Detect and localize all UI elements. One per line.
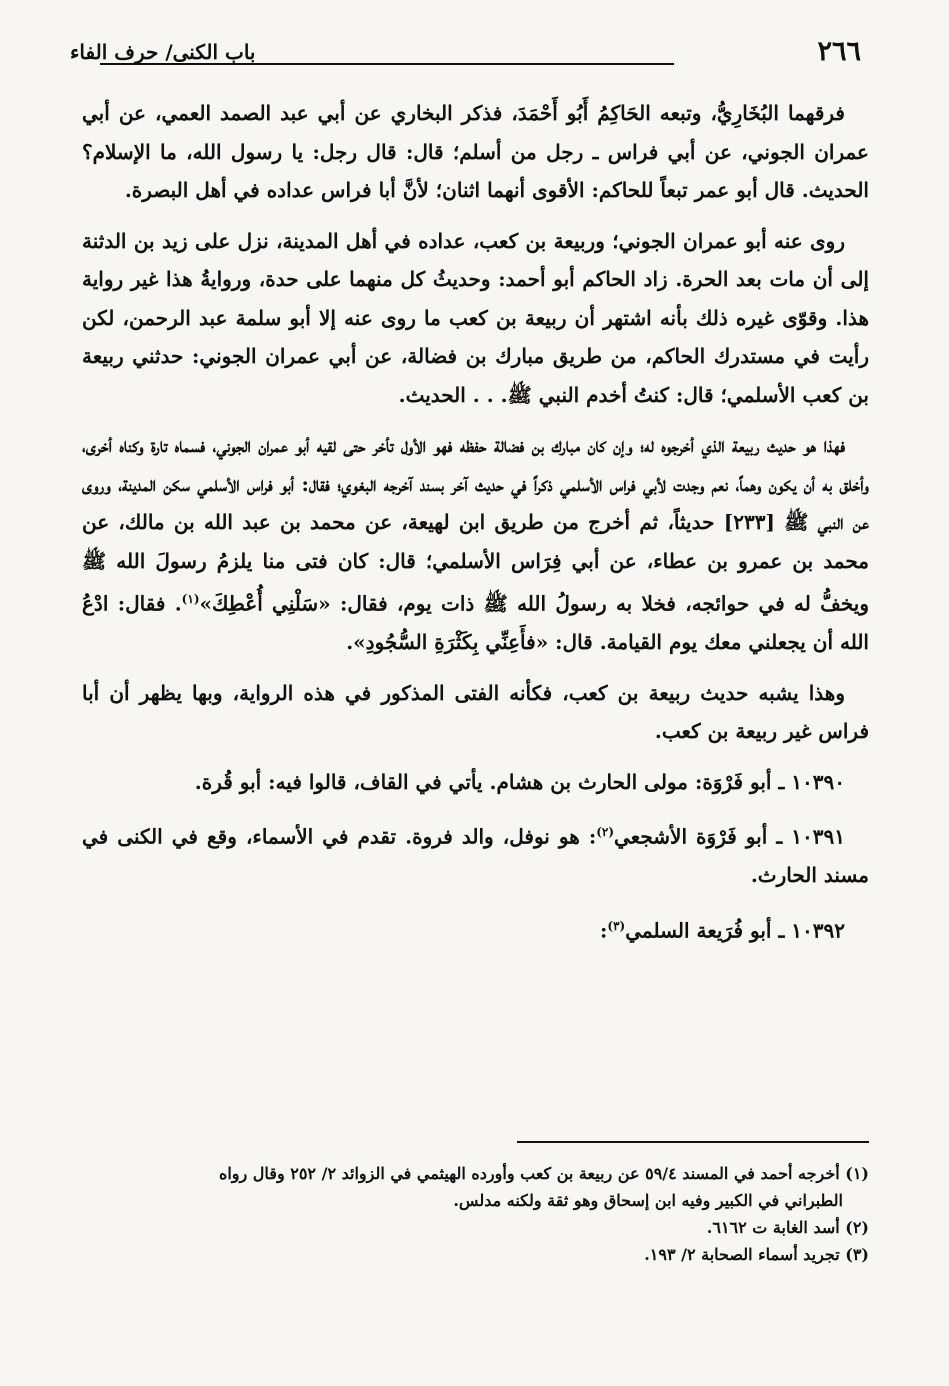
entry-10392: [82, 907, 869, 950]
paragraph-3-text-b: . فقال: ادْعُ الله أن يجعلني معك يوم القيامة. قال: «فأَعِنِّي بِكَثْرَةِ السُّجُودِ».: [82, 591, 869, 655]
footnote-ref-1: (١): [181, 592, 200, 606]
paragraph-1: فرقهما البُخَارِيُّ، وتبعه الحَاكِمُ أَبُو أَحْمَدَ، فذكر البخاري عن أبي عبد الصمد العمي، عن أبي عمران الجوني، عن أبي فراس ـ رجل من أسلم؛ قال: قال رجل: يا رسول الله، ما الإسلام؟ الحديث. قال أبو عمر تبعاً للحاكم: الأقوى أنهما اثنان؛ لأنَّ أبا فراس عداده في أهل البصرة.: [82, 101, 869, 202]
footnote-3: (٣) تجريد أسماء الصحابة ٢/ ١٩٣.: [644, 1245, 869, 1264]
entry-10391: [82, 813, 869, 895]
entry-text: : هو نوفل، والد فروة. تقدم في الأسماء، وقع في الكنى في مسند الحارث.: [82, 824, 869, 888]
page-number: ٢٦٦: [817, 36, 861, 67]
footnote-ref-3: (٣): [607, 918, 626, 933]
entry-number: ١٠٣٩٠ ـ: [778, 769, 845, 794]
entry-text: مولى الحارث بن هشام. يأتي في القاف، قالوا فيه: أبو قُرة.: [194, 769, 688, 794]
entry-number: ١٠٣٩١ ـ: [776, 824, 846, 849]
main-text: [82, 94, 869, 962]
running-title: باب الكنى/ حرف الفاء: [70, 40, 256, 64]
entry-name: أبو فُرَيعة السلمي: [625, 918, 772, 943]
paragraph-3: [82, 426, 869, 662]
footnote-2: (٢) أسد الغابة ت ٦١٦٢.: [706, 1218, 869, 1237]
entry-number: ١٠٣٩٢ ـ: [778, 918, 845, 943]
footnote-1-line-1: (١) أخرجه أحمد في المسند ٥٩/٤ عن ربيعة بن كعب وأورده الهيثمي في الزوائد ٢/ ٢٥٢ وقال رواه: [218, 1164, 869, 1183]
paragraph-4: وهذا يشبه حديث ربيعة بن كعب، فكأنه الفتى المذكور في هذه الرواية، وبها يظهر أن أبا فراس غير ربيعة بن كعب.: [82, 680, 869, 744]
paragraph-2: روى عنه أبو عمران الجوني؛ وربيعة بن كعب، عداده في أهل المدينة، نزل على زيد بن الدثنة إلى أن مات بعد الحرة. زاد الحاكم أبو أحمد: وحديثُ كل منهما على حدة، وروايةُ هذا غير رواية هذا. وقوّى غيره ذلك بأنه اشتهر أن ربيعة بن كعب ما روى عنه إلا أبو سلمة عبد الرحمن، لكن رأيت في مستدرك الحاكم، من طريق مبارك بن فضالة، عن أبي عمران الجوني: حدثني ربيعة بن كعب الأسلمي؛ قال: كنتُ أخدم النبي ﷺ. . . الحديث.: [82, 228, 869, 407]
entry-10390: [82, 763, 869, 802]
entry-text: :: [600, 918, 608, 943]
footnote-1-line-2: الطبراني في الكبير وفيه ابن إسحاق وهو ثقة ولكنه مدلس.: [453, 1191, 843, 1210]
footnote-ref-2: (٢): [596, 825, 615, 840]
paragraph-3-text-a: فهذا هو حديث ربيعة الذي أخرجوه له؛ وإن كان مبارك بن فضالة حفظه فهو الأول تأخر حتى لقيه أبو عمران الجوني، فسماه تارة وكناه أخرى، وأخلق به أن يكون وهماً، نعم وجدت لأبي فراس الأسلمي ذكراً في حديث آخر بسند آخرجه البغوي؛ فقال: أبو فراس الأسلمي سكن المدينة، وروى عن النبي ﷺ [٢٣٣] حديثاً، ثم أخرج من طريق ابن لهيعة، عن محمد بن عبد الله بن مالك، عن محمد بن عمرو بن عطاء، عن أبي فِرَاس الأسلمي؛ قال: كان فتى منا يلزمُ رسولَ الله ﷺ ويخفُّ له في حوائجه، فخلا به رسولُ الله ﷺ ذات يوم، فقال: «سَلْنِي أُعْطِكَ»: [82, 433, 870, 616]
footnotes: [82, 1160, 869, 1268]
footnote-rule: [517, 1141, 869, 1143]
entry-name: أبو فَرْوَة الأشجعي: [614, 824, 768, 849]
page-header: [70, 34, 879, 74]
entry-name: أبو فَرْوَة:: [694, 769, 772, 794]
